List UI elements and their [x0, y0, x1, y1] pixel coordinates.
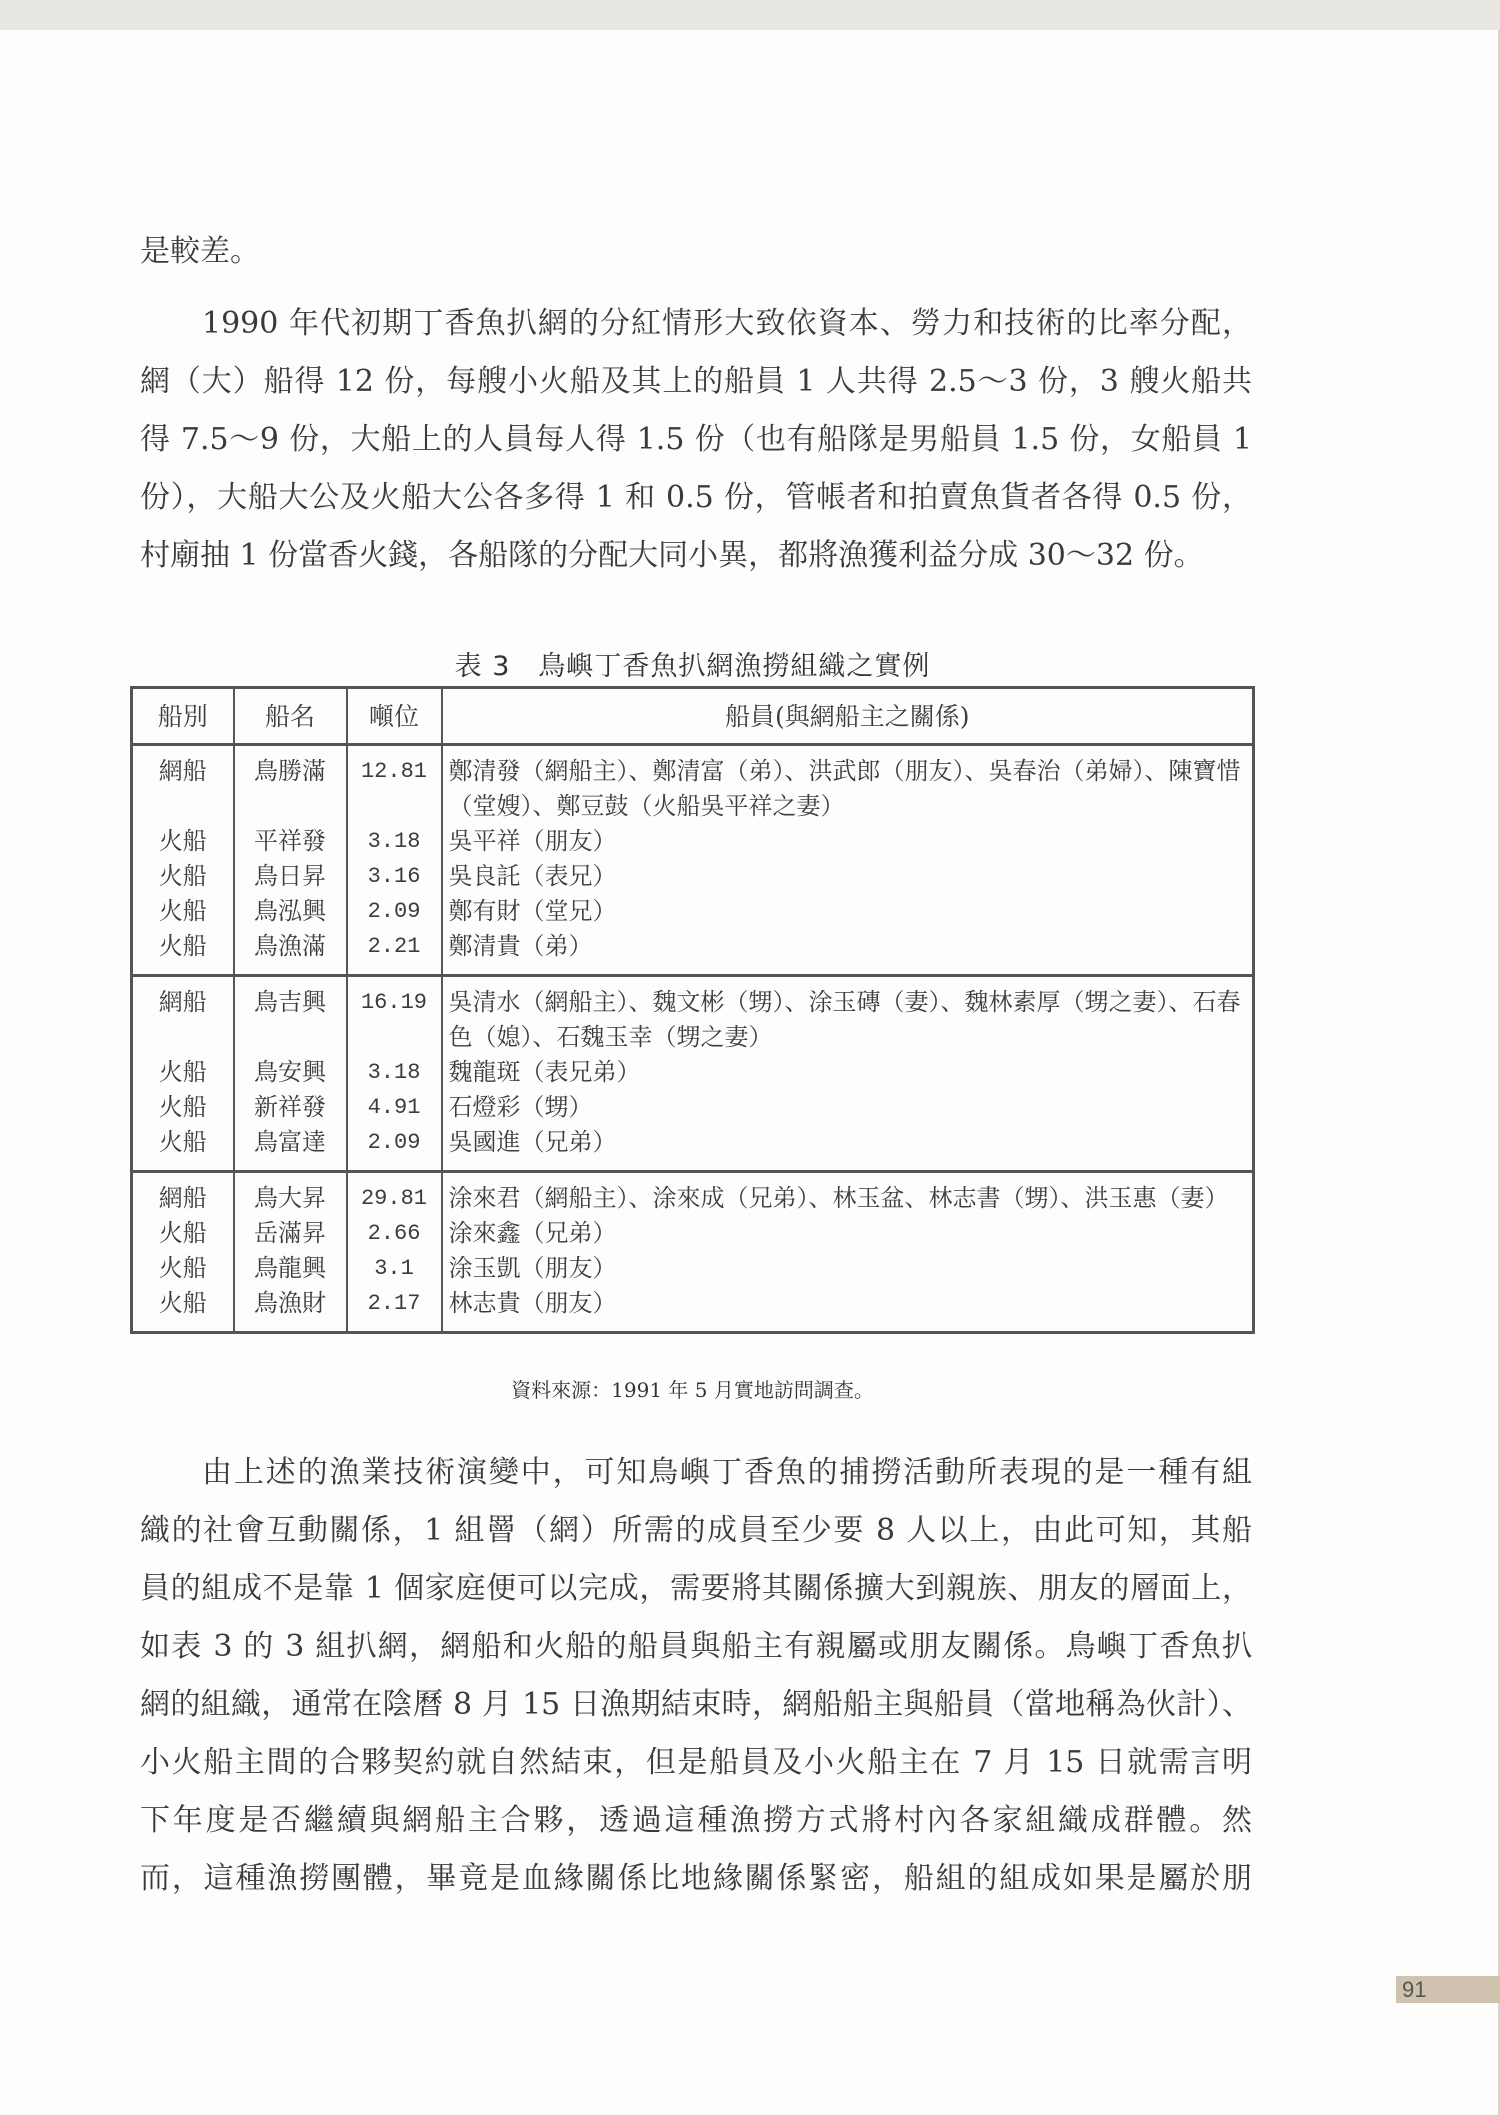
- fishing-organization-table: [130, 686, 1255, 1334]
- page-number: 91: [1396, 1976, 1500, 2003]
- cell-boat-type: 火船: [132, 1286, 234, 1333]
- cell-tonnage: 4.91: [347, 1090, 442, 1125]
- cell-tonnage: 2.09: [347, 894, 442, 929]
- cell-boat-type: 火船: [132, 1216, 234, 1251]
- table-body: [132, 745, 1254, 1333]
- cell-tonnage: 16.19: [347, 976, 442, 1056]
- cell-crew: 鄭有財（堂兄）: [442, 894, 1254, 929]
- table-row: [132, 929, 1254, 976]
- cell-tonnage: 2.17: [347, 1286, 442, 1333]
- text-line: 網（大）船得 12 份，每艘小火船及其上的船員 1 人共得 2.5～3 份，3 艘火船共: [140, 364, 1252, 399]
- cell-boat-name: 鳥吉興: [234, 976, 347, 1056]
- text-line: 下年度是否繼續與網船主合夥，透過這種漁撈方式將村內各家組織成群體。然: [140, 1803, 1252, 1838]
- cell-crew: 鄭清貴（弟）: [442, 929, 1254, 976]
- header-crew: 船員(與網船主之關係): [442, 688, 1254, 745]
- paragraph-profit-sharing: [140, 295, 1252, 585]
- table-row: [132, 824, 1254, 859]
- table-row: [132, 1055, 1254, 1090]
- cell-boat-type: 火船: [132, 1055, 234, 1090]
- header-boat-name: 船名: [234, 688, 347, 745]
- cell-boat-type: 火船: [132, 894, 234, 929]
- text-line: 1990 年代初期丁香魚扒網的分紅情形大致依資本、勞力和技術的比率分配，: [202, 306, 1252, 341]
- table-row: [132, 1216, 1254, 1251]
- table-caption: 表 3 鳥嶼丁香魚扒網漁撈組織之實例: [454, 651, 931, 682]
- cell-boat-name: 鳥泓興: [234, 894, 347, 929]
- text-line: 織的社會互動關係，1 組罾（網）所需的成員至少要 8 人以上，由此可知，其船: [140, 1513, 1252, 1548]
- table-row: [132, 745, 1254, 825]
- table-header-row: [132, 688, 1254, 745]
- table-source-note: 資料來源：1991 年 5 月實地訪問調查。: [511, 1378, 874, 1402]
- text-line: 是較差。: [140, 234, 260, 269]
- cell-crew: 鄭清發（網船主）、鄭清富（弟）、洪武郎（朋友）、吳春治（弟婦）、陳寶惜（堂嫂）、鄭豆鼓（火船吳平祥之妻）: [442, 745, 1254, 825]
- cell-boat-type: 網船: [132, 1172, 234, 1217]
- header-boat-type: 船別: [132, 688, 234, 745]
- cell-tonnage: 3.1: [347, 1251, 442, 1286]
- cell-boat-name: 鳥龍興: [234, 1251, 347, 1286]
- text-line: 而，這種漁撈團體，畢竟是血緣關係比地緣關係緊密，船組的組成如果是屬於朋: [140, 1861, 1252, 1896]
- cell-crew: 魏龍斑（表兄弟）: [442, 1055, 1254, 1090]
- text-line: 村廟抽 1 份當香火錢，各船隊的分配大同小異，都將漁獲利益分成 30～32 份。: [140, 538, 1204, 573]
- cell-tonnage: 2.09: [347, 1125, 442, 1172]
- table-row: [132, 1286, 1254, 1333]
- text-line: 員的組成不是靠 1 個家庭便可以完成，需要將其關係擴大到親族、朋友的層面上，: [140, 1571, 1252, 1606]
- cell-tonnage: 2.66: [347, 1216, 442, 1251]
- cell-tonnage: 2.21: [347, 929, 442, 976]
- cell-crew: 林志貴（朋友）: [442, 1286, 1254, 1333]
- cell-tonnage: 3.16: [347, 859, 442, 894]
- cell-boat-name: 平祥發: [234, 824, 347, 859]
- table-row: [132, 1090, 1254, 1125]
- paragraph-continuation: [140, 223, 1252, 281]
- text-line: 小火船主間的合夥契約就自然結束，但是船員及小火船主在 7 月 15 日就需言明: [140, 1745, 1252, 1780]
- paragraph-social-organization: [140, 1444, 1252, 1908]
- cell-crew: 吳良託（表兄）: [442, 859, 1254, 894]
- cell-boat-name: 鳥富達: [234, 1125, 347, 1172]
- table-row: [132, 894, 1254, 929]
- cell-boat-name: 鳥安興: [234, 1055, 347, 1090]
- table-row: [132, 1251, 1254, 1286]
- scan-top-band: [0, 0, 1500, 30]
- text-line: 如表 3 的 3 組扒網，網船和火船的船員與船主有親屬或朋友關係。鳥嶼丁香魚扒: [140, 1629, 1252, 1664]
- text-line: 得 7.5～9 份，大船上的人員每人得 1.5 份（也有船隊是男船員 1.5 份，女船員 1: [140, 422, 1252, 457]
- cell-boat-type: 網船: [132, 745, 234, 825]
- cell-tonnage: 3.18: [347, 824, 442, 859]
- cell-boat-name: 鳥日昇: [234, 859, 347, 894]
- cell-crew: 涂來鑫（兄弟）: [442, 1216, 1254, 1251]
- text-line: 由上述的漁業技術演變中，可知鳥嶼丁香魚的捕撈活動所表現的是一種有組: [202, 1455, 1252, 1490]
- table-row: [132, 1125, 1254, 1172]
- cell-boat-name: 鳥大昇: [234, 1172, 347, 1217]
- cell-boat-name: 新祥發: [234, 1090, 347, 1125]
- table-row: [132, 859, 1254, 894]
- cell-boat-name: 鳥勝滿: [234, 745, 347, 825]
- cell-crew: 涂來君（網船主）、涂來成（兄弟）、林玉盆、林志書（甥）、洪玉惠（妻）: [442, 1172, 1254, 1217]
- cell-boat-type: 火船: [132, 824, 234, 859]
- cell-crew: 石燈彩（甥）: [442, 1090, 1254, 1125]
- cell-boat-type: 火船: [132, 1090, 234, 1125]
- cell-boat-name: 鳥漁財: [234, 1286, 347, 1333]
- cell-boat-type: 火船: [132, 859, 234, 894]
- cell-crew: 涂玉凱（朋友）: [442, 1251, 1254, 1286]
- cell-boat-name: 岳滿昇: [234, 1216, 347, 1251]
- cell-boat-name: 鳥漁滿: [234, 929, 347, 976]
- text-line: 份），大船大公及火船大公各多得 1 和 0.5 份，管帳者和拍賣魚貨者各得 0.5 份，: [140, 480, 1252, 515]
- cell-crew: 吳清水（網船主）、魏文彬（甥）、涂玉磚（妻）、魏林素厚（甥之妻）、石春色（媳）、石魏玉幸（甥之妻）: [442, 976, 1254, 1056]
- cell-tonnage: 12.81: [347, 745, 442, 825]
- cell-crew: 吳國進（兄弟）: [442, 1125, 1254, 1172]
- cell-tonnage: 3.18: [347, 1055, 442, 1090]
- header-tonnage: 噸位: [347, 688, 442, 745]
- cell-boat-type: 火船: [132, 929, 234, 976]
- table-row: [132, 976, 1254, 1056]
- cell-tonnage: 29.81: [347, 1172, 442, 1217]
- cell-boat-type: 網船: [132, 976, 234, 1056]
- table-row: [132, 1172, 1254, 1217]
- cell-boat-type: 火船: [132, 1251, 234, 1286]
- cell-crew: 吳平祥（朋友）: [442, 824, 1254, 859]
- cell-boat-type: 火船: [132, 1125, 234, 1172]
- text-line: 網的組織，通常在陰曆 8 月 15 日漁期結束時，網船船主與船員（當地稱為伙計）、: [140, 1687, 1252, 1722]
